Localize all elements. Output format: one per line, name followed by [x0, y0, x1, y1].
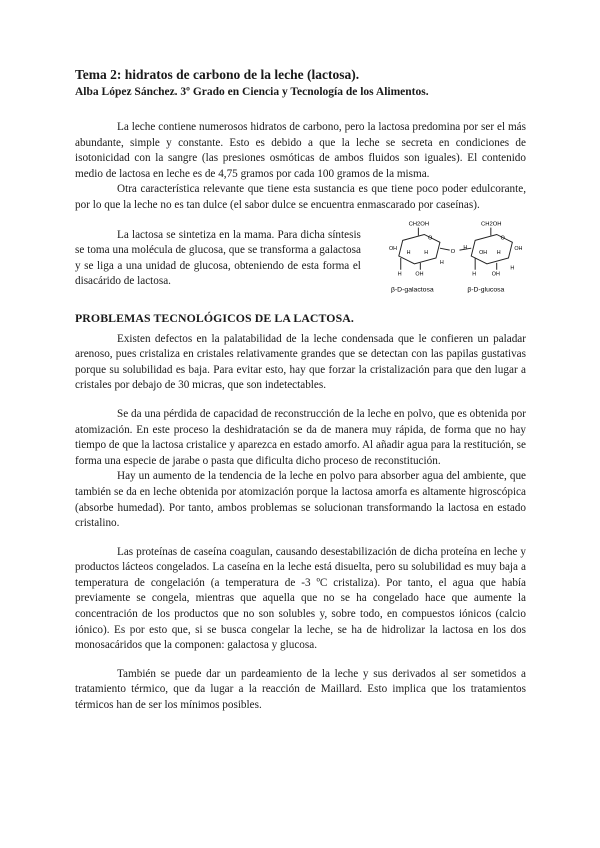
paragraph-problem-3: Hay un aumento de la tendencia de la leche en polvo para absorber agua del ambiente, que también se da en leche obtenida por atomización porque la lactosa amorfa es altamente higroscópica (absorbe humedad). Por tanto, ambos problemas se solucionan transformando la lactosa en estado cristalino. — [75, 470, 526, 530]
oh-left-2: OH — [415, 271, 424, 278]
oh-right-3: OH — [491, 271, 500, 278]
paragraph-problem-1: Existen defectos en la palatabilidad de la leche condensada que le confieren un paladar arenoso, pues cristaliza en cristales relativamente grandes que se detectan con las papilas gustativas porque su solubilidad es baja. Para evitar esto, hay que forzar la cristalización para que den lugar a cristales por debajo de 30 micras, que son indetectables. — [75, 332, 526, 392]
oh-right-1: OH — [479, 249, 488, 256]
document-title: Tema 2: hidratos de carbono de la leche (lactosa). — [75, 67, 360, 82]
paragraph-synthesis: La lactosa se sintetiza en la mama. Para dicha síntesis se toma una molécula de glucosa, que se transforma a galactosa y se liga a una unidad de glucosa, obteniendo de esta forma el disacárido de lactosa. — [75, 228, 361, 288]
document-page — [75, 66, 526, 714]
h-left-3: H — [439, 259, 444, 266]
h-left-2: H — [424, 249, 429, 256]
glucose-label: β-D-glucosa — [467, 285, 505, 293]
glycosidic-oxygen: O — [450, 248, 456, 255]
paragraph-intro-1: La leche contiene numerosos hidratos de carbono, pero la lactosa predomina por ser el más abundante, simple y constante. Esto es debido a que la leche se secreta en condiciones de isotonicidad con la sangre (las presiones osmóticas de ambos fluidos son iguales). El contenido medio de lactosa en leche es de 4,75 gramos por cada 100 gramos de la misma. — [75, 121, 526, 180]
h-left-1: H — [406, 249, 411, 256]
paragraph-problem-2: Se da una pérdida de capacidad de reconstrucción de la leche en polvo, que es obtenida por atomización. En este proceso la deshidratación se da de manera muy rápida, de forma que no hay tiempo de que la lactosa cristalice y aparezca en estado amorfo. Al añadir agua para la restitución, se forma una especie de jarabe o pasta que dificulta dicho proceso de reconstitución. — [75, 407, 526, 467]
h-left-4: H — [397, 271, 402, 278]
oh-right-2: OH — [514, 245, 523, 252]
ring-oxygen-left: O — [428, 234, 433, 241]
galactose-label: β-D-galactosa — [390, 285, 434, 293]
h-right-4: H — [510, 265, 515, 272]
synthesis-block — [75, 221, 526, 296]
galactose-ring — [399, 234, 440, 263]
glycosidic-bond-left — [440, 248, 450, 250]
glucose-ring — [471, 234, 512, 263]
h-right-2: H — [496, 249, 501, 256]
paragraph-problem-4: Las proteínas de caseína coagulan, causando desestabilización de dicha proteína en leche y productos lácteos congelados. La caseína en la leche está disuelta, pero su solubilidad es muy baja a temperatura de congelación (a temperatura de -3 ºC cristaliza). Por tanto, el agua que había previamente se congela, mientras que aquella que no se ha congelado hace que aumente la concentración de los productos que no son solubles y, sobre todo, en compuestos iónicos (calcio iónico). Es por esto que, si se busca congelar la leche, se ha de hidrolizar la lactosa en los dos monosacáridos que la componen: galactosa y glucosa. — [75, 545, 526, 652]
ch2oh-left-label: CH2OH — [408, 221, 430, 228]
section-heading: PROBLEMAS TECNOLÓGICOS DE LA LACTOSA. — [75, 310, 354, 325]
h-right-1: H — [463, 244, 468, 251]
lactose-structure-diagram — [389, 218, 526, 296]
ring-oxygen-right: O — [500, 234, 505, 241]
h-right-3: H — [472, 271, 477, 278]
paragraph-problem-5: También se puede dar un pardeamiento de la leche y sus derivados al ser sometidos a tratamiento térmico, que da lugar a la reacción de Maillard. Esto implica que los tratamientos térmicos han de ser los mínimos posibles. — [75, 667, 526, 712]
paragraph-intro-2: Otra característica relevante que tiene esta sustancia es que tiene poco poder edulcorante, por lo que la leche no es tan dulce (el sabor dulce se encuentra enmascarado por caseínas). — [75, 183, 526, 211]
ch2oh-right-label: CH2OH — [480, 221, 502, 228]
author-line: Alba López Sánchez. 3º Grado en Ciencia y Tecnología de los Alimentos. — [75, 86, 429, 98]
oh-left-1: OH — [388, 245, 397, 252]
